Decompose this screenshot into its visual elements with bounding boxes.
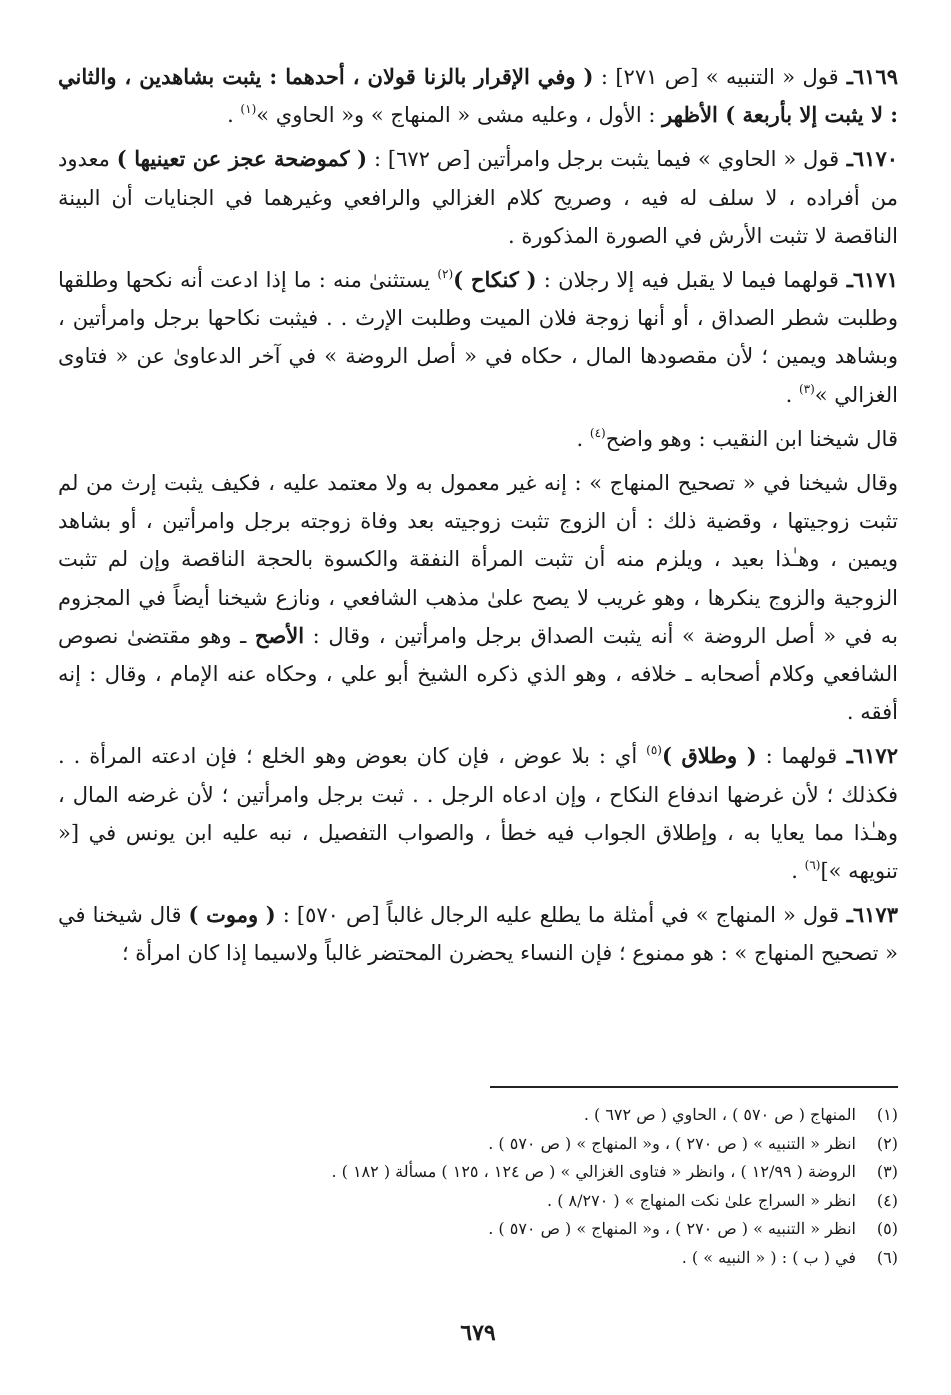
text-run: قال شيخنا في « تصحيح المنهاج » : هو ممنوع ؛ فإن النساء يحضرن المحتضر غالباً ولاسيما إذا كان امرأة ؛ xyxy=(58,903,898,966)
footnote-ref[interactable]: (٤) xyxy=(589,425,606,440)
footnote xyxy=(58,1215,898,1244)
text-run: وقال شيخنا في « تصحيح المنهاج » : إنه غير معمول به ولا معتمد عليه ، فكيف يثبت إرث من لم تثبت زوجيتها ، وقضية ذلك : أن الزوج تثبت زوجيته بعد وفاة زوجته برجل وامرأتين ، أو بشاهد ويمين ، وهـٰذا بعيد ، ويلزم منه أن تثبت المرأة النفقة والكسوة بالحجة الناقصة وإن لم تثبت الزوجية والزوج ينكرها ، وهو غريب لا يصح علىٰ مذهب الشافعي ، ونازع شيخنا أيضاً في المجزوم به في « أصل الروضة » أنه يثبت الصداق برجل وامرأتين ، وقال : xyxy=(58,471,898,648)
text-run: قول « الحاوي » فيما يثبت برجل وامرأتين [ص ٦٧٢] : xyxy=(367,147,840,172)
bold-text: ٦١٦٩ـ xyxy=(838,64,898,89)
paragraph xyxy=(58,420,898,458)
footnote-text: انظر « التنبيه » ( ص ٢٧٠ ) ، و« المنهاج » ( ص ٥٧٠ ) . xyxy=(488,1133,856,1153)
footnote-ref[interactable]: (٦) xyxy=(804,858,821,873)
text-run: ـ وهو مقتضىٰ نصوص الشافعي وكلام أصحابه ـ خلافه ، وهو الذي ذكره الشيخ أبو علي ، وحكاه عنه الإمام ، وقال : إنه أفقه . xyxy=(58,623,898,725)
text-run: . xyxy=(791,859,805,884)
paragraph xyxy=(58,140,898,255)
bold-text: ( كنكاح ) xyxy=(453,267,537,293)
main-text xyxy=(58,58,898,973)
paragraph xyxy=(58,737,898,890)
footnote-ref[interactable]: (٥) xyxy=(646,743,662,758)
footnote xyxy=(58,1101,898,1130)
footnote-ref[interactable]: (٣) xyxy=(798,381,815,396)
footnote-ref[interactable]: (٢) xyxy=(437,267,454,282)
bold-text: ( وموت ) xyxy=(188,902,276,928)
footnote-number: (١) xyxy=(876,1105,898,1124)
bold-text: ٦١٧١ـ xyxy=(838,267,899,293)
footnote xyxy=(58,1130,898,1159)
paragraph xyxy=(58,464,898,731)
bold-text: ٦١٧٢ـ xyxy=(837,743,898,769)
text-run: : الأول ، وعليه مشى « المنهاج » و« الحاوي » xyxy=(256,103,663,128)
footnote xyxy=(58,1244,898,1273)
bold-text: ٦١٧٣ـ xyxy=(839,902,898,928)
footnote-text: انظر « التنبيه » ( ص ٢٧٠ ) ، و« المنهاج » ( ص ٥٧٠ ) . xyxy=(488,1219,856,1238)
text-run: قولهما : xyxy=(756,744,838,769)
text-run: . xyxy=(227,103,241,128)
text-run: . xyxy=(576,426,590,451)
text-run: أي : بلا عوض ، فإن كان بعوض وهو الخلع ؛ فإن ادعته المرأة . . فكذلك ؛ لأن غرضها اندفاع النكاح ، وإن ادعاه الرجل . . ثبت برجل وامرأتين ؛ لأن غرضه المال ، وهـٰذا مما يعايا به ، وإطلاق الجواب فيه خطأ ، والصواب التفصيل ، نبه عليه ابن يونس في [« تنويهه »] xyxy=(58,744,898,884)
text-run: يستثنىٰ منه : ما إذا ادعت أنه نكحها وطلقها وطلبت شطر الصداق ، أو أنها زوجة فلان الميت وطلبت الإرث . . فيثبت نكاحها برجل وامرأتين ، وبشاهد ويمين ؛ لأن مقصودها المال ، حكاه في « أصل الروضة » في آخر الدعاوىٰ عن « فتاوى الغزالي » xyxy=(58,268,898,407)
text-run: قولهما فيما لا يقبل فيه إلا رجلان : xyxy=(536,268,839,293)
book-page xyxy=(58,58,898,1358)
footnote-text: انظر « السراج علىٰ نكت المنهاج » ( ٨/٢٧٠ ) . xyxy=(547,1190,856,1210)
text-run: معدود من أفراده ، لا سلف له فيه ، وصريح كلام الغزالي والرافعي وغيرهما في الجنايات أن البينة الناقصة لا تثبت الأرش في الصورة المذكورة . xyxy=(58,147,898,248)
footnote-text: الروضة ( ١٢/٩٩ ) ، وانظر « فتاوى الغزالي » ( ص ١٢٤ ، ١٢٥ ) مسألة ( ١٨٢ ) . xyxy=(331,1162,856,1181)
footnotes xyxy=(58,1101,898,1272)
footnote-number: (٣) xyxy=(876,1162,898,1181)
footnote-number: (٥) xyxy=(876,1219,898,1238)
bold-text: ( كموضحة عجز عن تعينيها ) xyxy=(116,146,368,172)
footnote-separator xyxy=(490,1086,898,1088)
bold-text: ٦١٧٠ـ xyxy=(839,146,899,172)
bold-text: ( وطلاق ) xyxy=(661,743,757,769)
footnote xyxy=(58,1158,898,1187)
paragraph xyxy=(58,58,898,134)
footnote xyxy=(58,1187,898,1216)
footnote-number: (٦) xyxy=(876,1247,898,1267)
bold-text: ( وفي الإقرار بالزنا قولان ، أحدهما : يثبت بشاهدين ، والثاني : لا يثبت إلا بأربعة ) الأظهر xyxy=(58,64,898,128)
text-run: . xyxy=(785,382,799,407)
bold-text: الأصح xyxy=(254,622,305,648)
footnote-ref[interactable]: (١) xyxy=(240,102,257,117)
footnote-text: في ( ب ) : ( « النبيه » ) . xyxy=(681,1247,856,1267)
paragraph xyxy=(58,261,898,414)
text-run: قال شيخنا ابن النقيب : وهو واضح xyxy=(605,426,898,451)
text-run: قول « المنهاج » في أمثلة ما يطلع عليه الرجال غالباً [ص ٥٧٠] : xyxy=(275,903,840,928)
text-run: قول « التنبيه » [ص ٢٧١] : xyxy=(593,65,839,89)
footnote-number: (٤) xyxy=(876,1190,898,1210)
footnote-number: (٢) xyxy=(876,1133,898,1153)
footnote-text: المنهاج ( ص ٥٧٠ ) ، الحاوي ( ص ٦٧٢ ) . xyxy=(583,1105,856,1124)
paragraph xyxy=(58,896,898,972)
page-number: ٦٧٩ xyxy=(460,1320,496,1346)
